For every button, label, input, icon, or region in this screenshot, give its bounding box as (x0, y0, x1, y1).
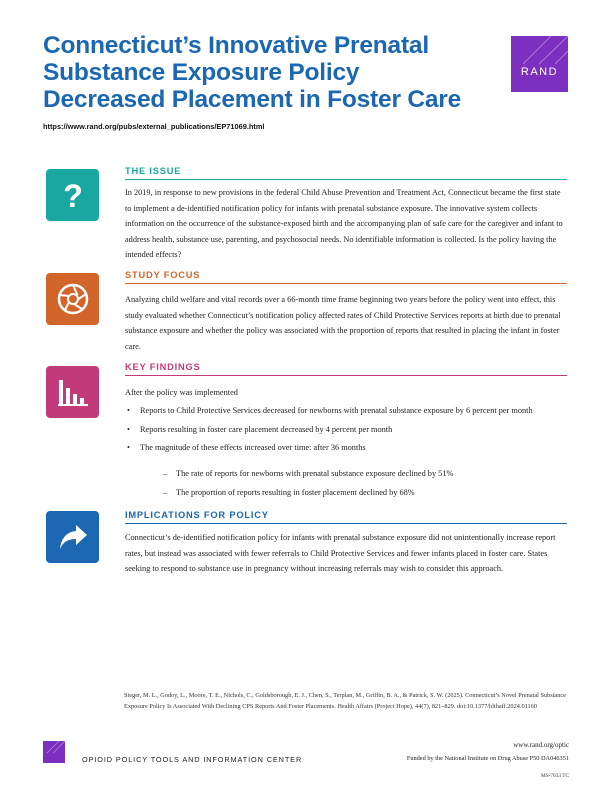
footer-center-name: OPIOID POLICY TOOLS AND INFORMATION CENTER (82, 755, 303, 764)
issue-rule (125, 179, 567, 180)
logo-lines-icon (511, 36, 568, 92)
footer-code: MS-7033 TC (540, 773, 569, 779)
key-findings-intro: After the policy was implemented (125, 388, 238, 397)
key-findings-sublist (163, 466, 568, 500)
title-line-3: Decreased Placement in Foster Care (43, 86, 462, 113)
implications-rule (125, 523, 567, 524)
logo-text: RAND (520, 66, 559, 78)
issue-body: In 2019, in response to new provisions in the federal Child Abuse Prevention and Treatment Act, Connecticut became the first state to implement a de-identified notification policy for infants with prenatal substance exposure. The innovative system collects information on the occurrence of the substance-exposed birth and the accompanying plan of safe care for the caregiver and infant to address health, substance use, parenting, and psychosocial needs. No identifiable information is collected. Is the policy having the intended effects? (125, 188, 563, 260)
rand-logo (511, 36, 568, 92)
issue-icon-box (46, 169, 99, 221)
list-item: • Reports to Child Protective Services decreased for newborns with prenatal substance exposure by 6 percent per month (127, 406, 533, 415)
footer-url[interactable]: www.rand.org/optic (513, 741, 569, 749)
sub-list-item: – The rate of reports for newborns with prenatal substance exposure declined by 51% (163, 469, 454, 478)
bar-chart-icon (56, 376, 90, 408)
publication-url[interactable]: https://www.rand.org/pubs/external_publications/EP71069.html (43, 122, 265, 131)
list-item: • Reports resulting in foster care placement decreased by 4 percent per month (127, 424, 393, 434)
study-focus-rule (125, 283, 567, 284)
svg-text:?: ? (62, 178, 83, 212)
implications-title: IMPLICATIONS FOR POLICY (125, 510, 269, 520)
implications-icon-box (46, 511, 99, 563)
sub-list-item: – The proportion of reports resulting in foster placement declined by 68% (163, 487, 415, 497)
key-findings-title: KEY FINDINGS (125, 362, 201, 372)
study-focus-icon-box (46, 273, 99, 325)
study-focus-body: Analyzing child welfare and vital records over a 66-month time frame beginning two years before the policy went into effect, this study evaluated whether Connecticut’s notification policy affected rates of Child Protective Services reports at birth due to prenatal substance exposure and whether the policy was associated with the proportion of reports that resulted in placing the infant in foster care. (125, 295, 561, 351)
citation: Sieger, M. L., Godoy, L., Moore, T. E., Nichols, C., Goldsborough, E. J., Chen, S., Terplan, M., Griffin, B. A., & Patrick, S. W. (2025). Connecticut’s Novel Prenatal Substance Exposure Policy Is Associated With Declining CPS Reports And Foster Placements. Health Affairs (Project Hope), 44(7), 821–829. doi:10.1377/hlthaff.2024.01160 (124, 692, 566, 711)
question-mark-icon (58, 178, 88, 212)
footer-rand-label: RAND (43, 755, 65, 762)
page-title (43, 32, 483, 113)
title-line-1: Connecticut’s Innovative Prenatal (43, 32, 429, 59)
key-findings-rule (125, 375, 567, 376)
list-item: • The magnitude of these effects increased over time: after 36 months (127, 443, 366, 453)
aperture-icon (56, 282, 90, 316)
title-line-2: Substance Exposure Policy (43, 59, 360, 86)
study-focus-title: STUDY FOCUS (125, 270, 201, 280)
key-findings-icon-box (46, 366, 99, 418)
key-findings-list (125, 403, 568, 456)
share-arrow-icon (57, 522, 89, 552)
issue-title: THE ISSUE (125, 166, 182, 176)
implications-body: Connecticut’s de-identified notification policy for infants with prenatal substance exposure did not unintentionally increase report rates, but instead was associated with fewer referrals to Child Protective Services and fewer infants placed in foster care. States seeking to respond to substance use in pregnancy without increasing referrals may wish to consider this approach. (125, 533, 556, 574)
footer-funding: Funded by the National Institute on Drug Abuse P50 DA046351 (406, 755, 569, 762)
